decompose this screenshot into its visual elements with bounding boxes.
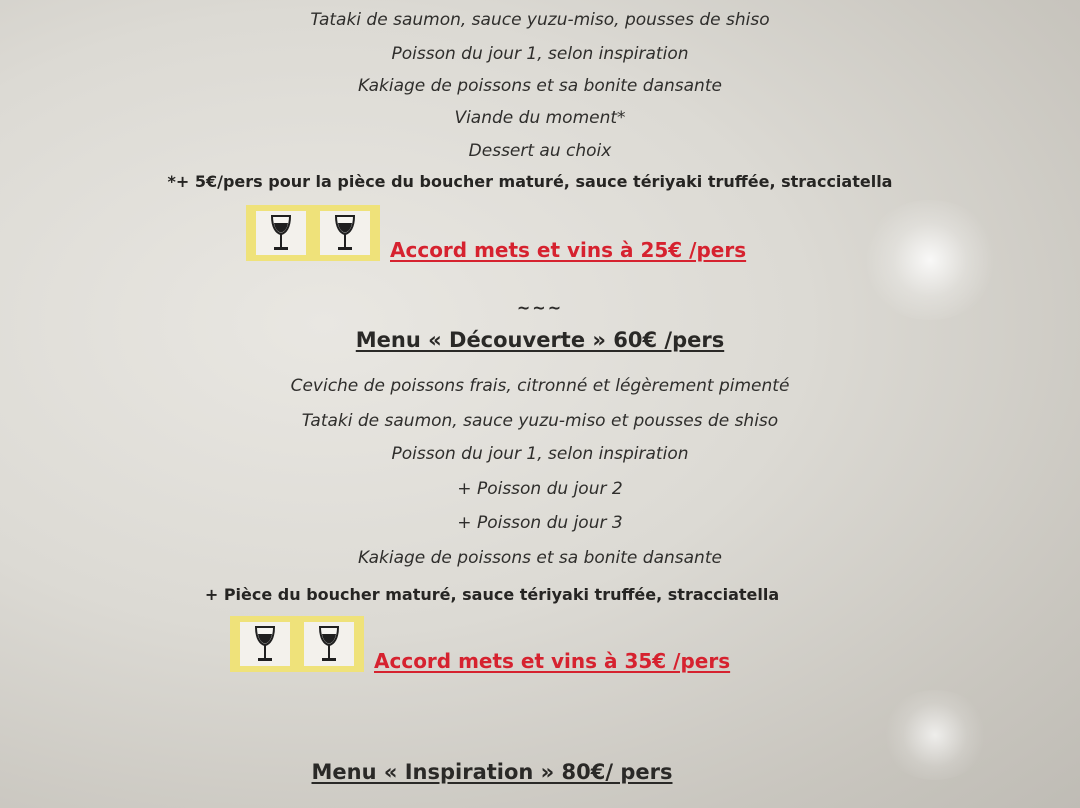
wine-glasses-box <box>230 616 364 672</box>
dish-line: Viande du moment* <box>454 108 626 128</box>
dish-line: Kakiage de poissons et sa bonite dansante <box>358 76 722 96</box>
dish-line: Ceviche de poissons frais, citronné et légèrement pimenté <box>290 376 790 396</box>
wine-pairing <box>246 204 746 262</box>
wine-glasses-box <box>246 205 380 261</box>
supplement-note: *+ 5€/pers pour la pièce du boucher maturé, sauce tériyaki truffée, stracciatella <box>167 172 893 191</box>
wine-pairing-link[interactable]: Accord mets et vins à 25€ /pers <box>390 238 747 262</box>
dish-line: Poisson du jour 1, selon inspiration <box>391 44 689 64</box>
wine-glass-icon <box>304 622 354 666</box>
dish-line: + Poisson du jour 3 <box>457 513 623 533</box>
separator: ~~~ <box>516 298 564 317</box>
wine-glass-icon <box>320 211 370 255</box>
dish-line: Tataki de saumon, sauce yuzu-miso, pousses de shiso <box>310 10 770 30</box>
menu-title: Menu « Découverte » 60€ /pers <box>355 328 725 352</box>
dish-line: + Poisson du jour 2 <box>457 479 623 499</box>
wine-pairing-link[interactable]: Accord mets et vins à 35€ /pers <box>374 649 731 673</box>
dish-line: Poisson du jour 1, selon inspiration <box>391 444 689 464</box>
dish-line: Tataki de saumon, sauce yuzu-miso et pousses de shiso <box>301 411 779 431</box>
wine-glass-icon <box>256 211 306 255</box>
dish-line: Kakiage de poissons et sa bonite dansante <box>358 548 722 568</box>
menu-title: Menu « Inspiration » 80€/ pers <box>311 760 673 784</box>
wine-glass-icon <box>240 622 290 666</box>
supplement-note: + Pièce du boucher maturé, sauce tériyaki truffée, stracciatella <box>204 585 780 604</box>
wine-pairing <box>230 615 730 673</box>
dish-line: Dessert au choix <box>468 141 612 161</box>
